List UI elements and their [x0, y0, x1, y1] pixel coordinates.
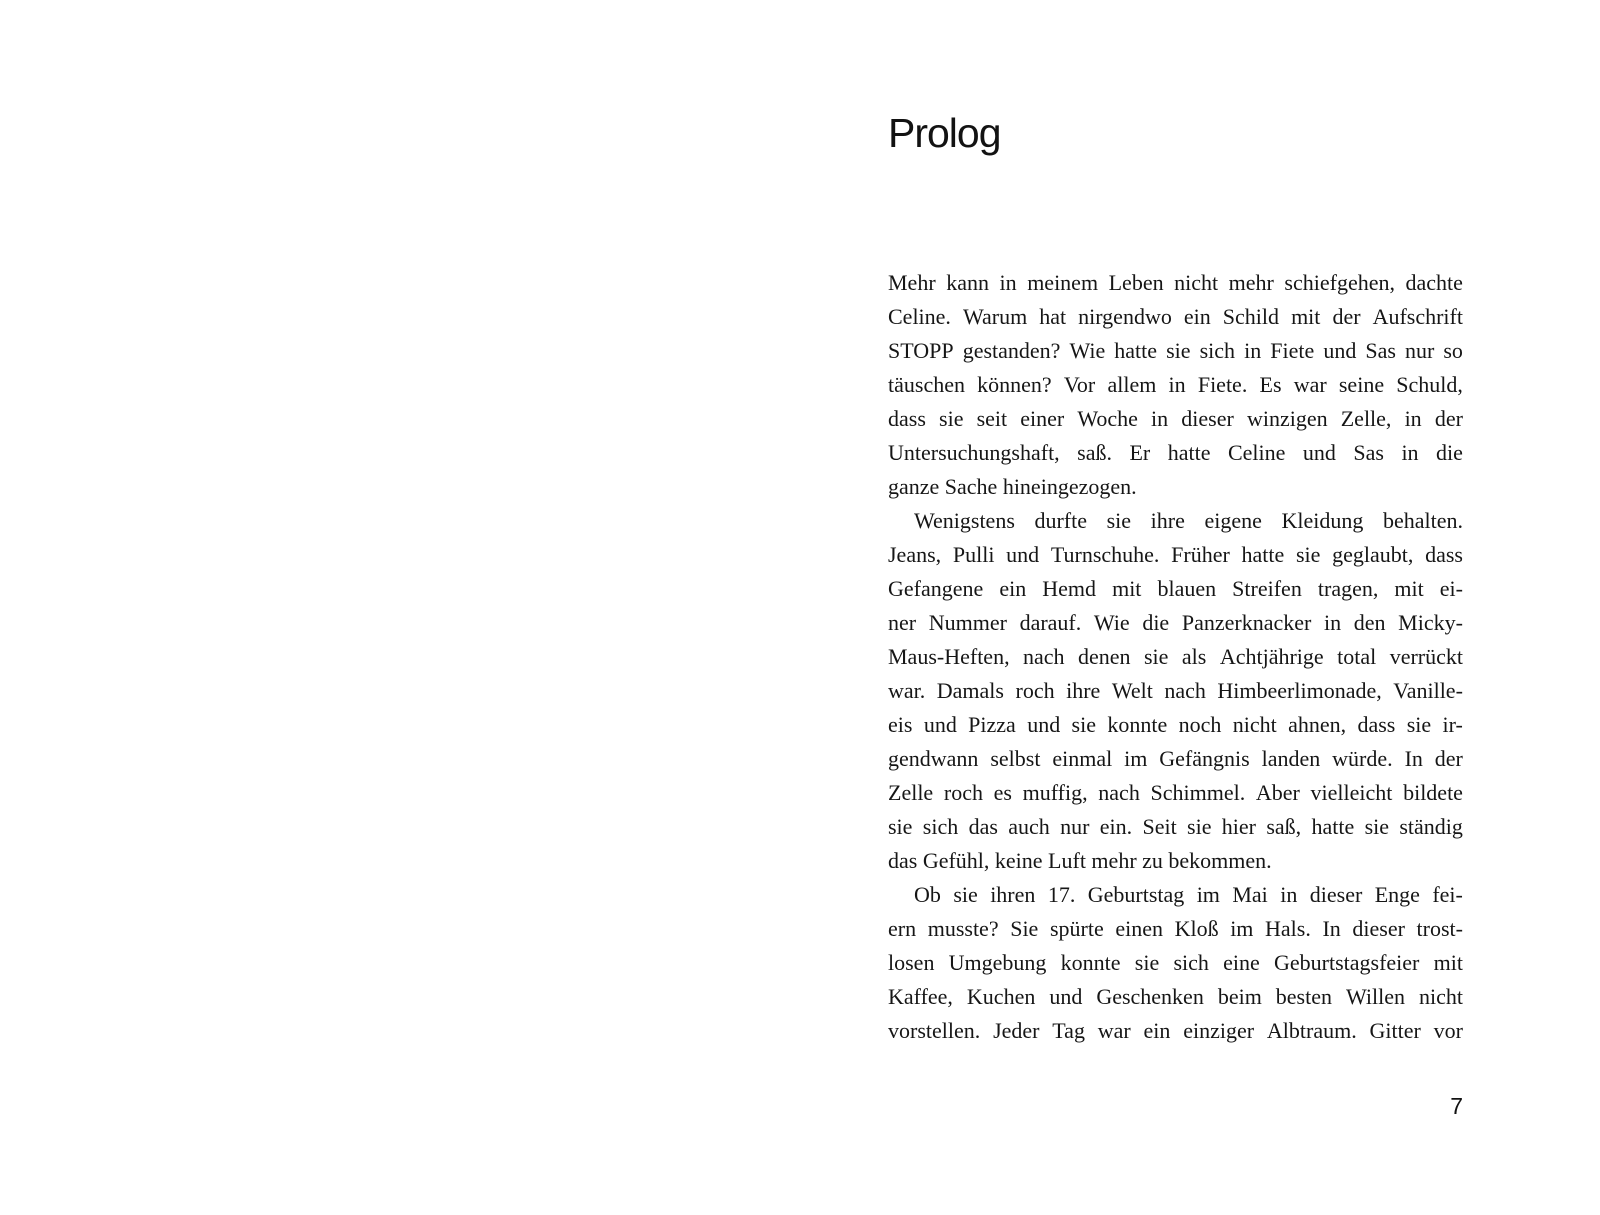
text-line: Celine. Warum hat nirgendwo ein Schild mit der Aufschrift — [888, 304, 1463, 329]
text-line: das Gefühl, keine Luft mehr zu bekommen. — [888, 848, 1272, 873]
text-line: war. Damals roch ihre Welt nach Himbeerlimonade, Vanille- — [888, 678, 1463, 703]
text-line: STOPP gestanden? Wie hatte sie sich in Fiete und Sas nur so — [888, 338, 1463, 363]
text-line: Zelle roch es muffig, nach Schimmel. Aber vielleicht bildete — [888, 780, 1463, 805]
text-line: dass sie seit einer Woche in dieser winzigen Zelle, in der — [888, 406, 1463, 431]
text-line: Maus-Heften, nach denen sie als Achtjährige total verrückt — [888, 644, 1463, 669]
text-line: losen Umgebung konnte sie sich eine Geburtstagsfeier mit — [888, 950, 1463, 975]
text-line: ganze Sache hineingezogen. — [888, 474, 1137, 499]
text-line: sie sich das auch nur ein. Seit sie hier saß, hatte sie ständig — [888, 814, 1463, 839]
text-line: vorstellen. Jeder Tag war ein einziger Albtraum. Gitter vor — [888, 1018, 1463, 1043]
text-line: Untersuchungshaft, saß. Er hatte Celine und Sas in die — [888, 440, 1463, 465]
text-line: Ob sie ihren 17. Geburtstag im Mai in dieser Enge fei- — [914, 882, 1463, 907]
text-line: Mehr kann in meinem Leben nicht mehr schiefgehen, dachte — [888, 270, 1463, 295]
paragraph — [888, 266, 1463, 504]
text-line: gendwann selbst einmal im Gefängnis landen würde. In der — [888, 746, 1463, 771]
text-line: ern musste? Sie spürte einen Kloß im Hals. In dieser trost- — [888, 916, 1463, 941]
paragraph — [888, 878, 1463, 1048]
text-line: Gefangene ein Hemd mit blauen Streifen tragen, mit ei- — [888, 576, 1463, 601]
text-line: Kaffee, Kuchen und Geschenken beim besten Willen nicht — [888, 984, 1463, 1009]
text-line: täuschen können? Vor allem in Fiete. Es war seine Schuld, — [888, 372, 1463, 397]
text-line: ner Nummer darauf. Wie die Panzerknacker in den Micky- — [888, 610, 1463, 635]
paragraph — [888, 504, 1463, 878]
body-text — [888, 266, 1463, 1048]
text-line: Jeans, Pulli und Turnschuhe. Früher hatte sie geglaubt, dass — [888, 542, 1463, 567]
text-line: eis und Pizza und sie konnte noch nicht ahnen, dass sie ir- — [888, 712, 1463, 737]
chapter-heading: Prolog — [888, 110, 1001, 157]
text-line: Wenigstens durfte sie ihre eigene Kleidung behalten. — [914, 508, 1463, 533]
page-number: 7 — [1450, 1093, 1463, 1119]
